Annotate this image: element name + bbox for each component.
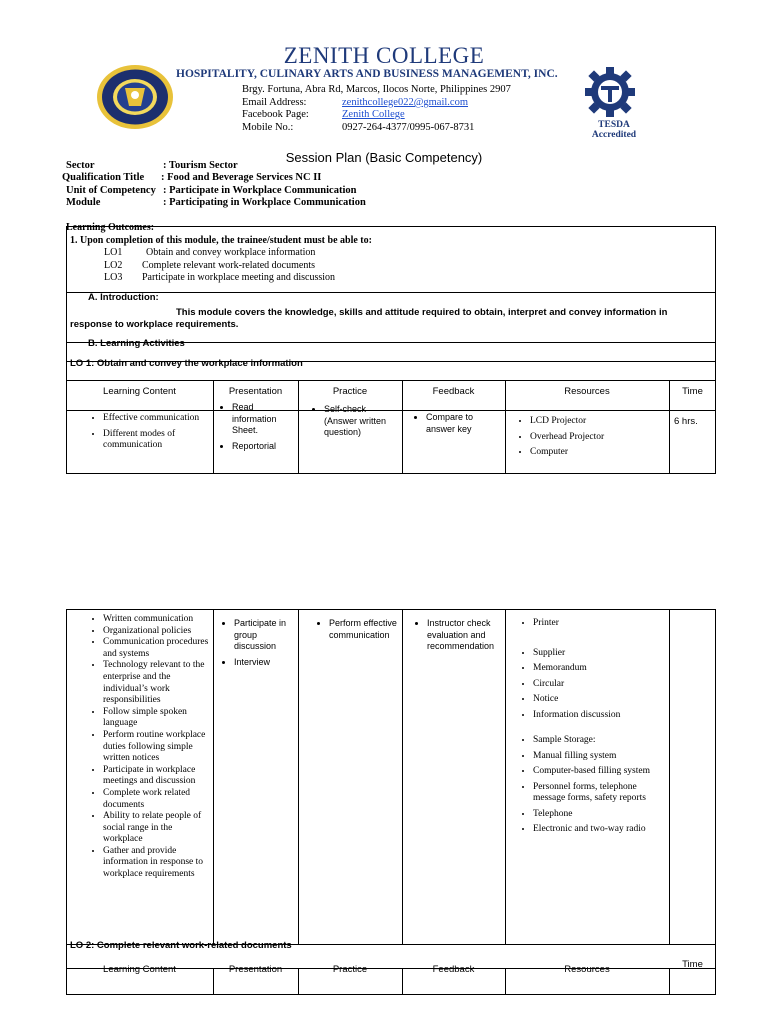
school-full-name: HOSPITALITY, CULINARY ARTS AND BUSINESS MANAGEMENT, INC. — [176, 68, 558, 80]
practice-list — [315, 618, 399, 641]
col-time: Time — [682, 959, 703, 970]
accredited-label: Accredited — [591, 130, 637, 140]
meta-value: : Food and Beverage Services NC II — [161, 172, 322, 183]
email-label: Email Address: — [242, 97, 307, 108]
column-divider — [213, 609, 214, 944]
cell-practice — [310, 404, 390, 443]
cell-presentation — [218, 402, 298, 456]
lo-text: Complete relevant work-related documents — [142, 260, 315, 271]
list-item: • Gather and provide information in response to workplace requirements — [103, 846, 211, 881]
col-learning-content: Learning Content — [103, 964, 176, 975]
list-item: • LCD Projector — [530, 416, 666, 428]
column-divider — [669, 609, 670, 944]
cell-feedback — [412, 412, 494, 439]
lo-item — [104, 272, 335, 284]
meta-qualification — [62, 172, 321, 183]
list-item: • Notice — [533, 694, 669, 706]
col-practice: Practice — [332, 386, 368, 397]
list-item: • Complete work related documents — [103, 788, 211, 811]
list-item: • Follow simple spoken language — [103, 707, 211, 730]
col-practice: Practice — [332, 964, 368, 975]
lo-code: LO2 — [104, 260, 123, 271]
address-line: Brgy. Fortuna, Abra Rd, Marcos, Ilocos Norte, Philippines 2907 — [242, 84, 511, 95]
cell-feedback — [413, 618, 503, 657]
list-item: • Read information Sheet. — [232, 402, 298, 437]
lo-item — [104, 247, 315, 259]
lo-item — [104, 260, 315, 272]
learning-outcomes-intro: 1. Upon completion of this module, the trainee/student must be able to: — [70, 235, 372, 246]
list-item: • Compare to answer key — [426, 412, 494, 435]
cell-practice — [315, 618, 399, 645]
introduction-heading: A. Introduction: — [88, 292, 159, 303]
meta-label: Unit of Competency — [66, 185, 156, 196]
learning-activities-heading: B. Learning Activities — [88, 338, 185, 349]
list-item: • Self-check (Answer written question) — [324, 404, 390, 439]
col-feedback: Feedback — [432, 964, 475, 975]
col-resources: Resources — [564, 964, 610, 975]
facebook-row — [242, 109, 405, 120]
column-divider — [669, 968, 670, 995]
cell-learning-content — [89, 413, 207, 456]
cell-resources — [519, 618, 669, 840]
meta-value: : Tourism Sector — [163, 160, 238, 171]
lo2-heading: LO 2: Complete relevant work-related documents — [70, 940, 292, 951]
meta-module — [66, 197, 366, 208]
list-item: • Reportorial — [232, 441, 298, 453]
list-item: • Communication procedures and systems — [103, 637, 211, 660]
list-item: • Computer — [530, 447, 666, 459]
list-item: • Interview — [234, 657, 298, 669]
list-item: • Written communication — [103, 614, 211, 626]
feedback-list — [413, 618, 503, 653]
lo1-heading: LO 1: Obtain and convey the workplace information — [70, 358, 303, 369]
list-item: • Perform effective communication — [329, 618, 399, 641]
list-item: • Participate in group discussion — [234, 618, 298, 653]
list-item: • Computer-based filling system — [533, 766, 669, 778]
col-presentation: Presentation — [228, 964, 283, 975]
table-divider — [66, 410, 716, 411]
column-divider — [505, 609, 506, 944]
list-item: • Memorandum — [533, 663, 669, 675]
lo-text: Participate in workplace meeting and discussion — [142, 272, 336, 283]
resources-list — [519, 618, 669, 630]
tesda-gear-logo — [584, 66, 636, 118]
resources-list — [516, 416, 666, 459]
facebook-label: Facebook Page: — [242, 109, 309, 120]
meta-sector — [66, 160, 238, 171]
lo-code: LO3 — [104, 272, 123, 283]
meta-value: : Participate in Workplace Communication — [163, 185, 357, 196]
list-item: • Sample Storage: — [533, 735, 669, 747]
resources-list — [519, 648, 669, 722]
session-plan-title: Session Plan (Basic Competency) — [285, 150, 483, 165]
list-item: • Telephone — [533, 809, 669, 821]
meta-label: Qualification Title — [62, 172, 145, 183]
list-item: • Technology relevant to the enterprise and the individual’s work responsibilities — [103, 660, 211, 706]
list-item: • Participate in workplace meetings and discussion — [103, 765, 211, 788]
presentation-list — [218, 402, 298, 452]
meta-label: Module — [66, 197, 101, 208]
list-item: • Supplier — [533, 648, 669, 660]
meta-unit — [66, 185, 356, 196]
presentation-list — [220, 618, 298, 668]
email-row — [242, 97, 468, 108]
email-link[interactable]: zenithcollege022@gmail.com — [342, 97, 469, 108]
table-divider — [66, 380, 716, 381]
list-item: • Organizational policies — [103, 626, 211, 638]
college-seal-logo — [95, 64, 175, 130]
content-list — [89, 614, 211, 881]
content-list — [89, 413, 207, 452]
list-item: • Ability to relate people of social range in the workplace — [103, 811, 211, 846]
list-item: • Electronic and two-way radio — [533, 824, 669, 836]
resources-list — [519, 735, 669, 836]
mobile-number: 0927-264-4377/0995-067-8731 — [342, 122, 475, 133]
lo-code: LO1 — [104, 247, 123, 258]
introduction-text-line-1: This module covers the knowledge, skills and attitude required to obtain, interpret and convey information in — [176, 307, 668, 318]
tesda-label: TESDA — [598, 120, 630, 130]
list-item: • Overhead Projector — [530, 432, 666, 444]
list-item: • Different modes of communication — [103, 429, 207, 452]
cell-time: 6 hrs. — [674, 416, 698, 427]
list-item: • Printer — [533, 618, 669, 630]
lo-text: Obtain and convey workplace information — [146, 247, 316, 258]
list-item: • Circular — [533, 679, 669, 691]
facebook-link[interactable]: Zenith College — [342, 109, 405, 120]
list-item: • Instructor check evaluation and recommendation — [427, 618, 503, 653]
cell-resources — [516, 416, 666, 463]
mobile-row — [242, 122, 474, 133]
college-name: ZENITH COLLEGE — [283, 43, 485, 68]
meta-value: : Participating in Workplace Communication — [163, 197, 366, 208]
cell-learning-content — [89, 614, 211, 881]
list-item: • Effective communication — [103, 413, 207, 425]
feedback-list — [412, 412, 494, 435]
list-item: • Information discussion — [533, 710, 669, 722]
col-resources: Resources — [564, 386, 610, 397]
col-time: Time — [682, 386, 703, 397]
col-feedback: Feedback — [432, 386, 475, 397]
col-presentation: Presentation — [228, 386, 283, 397]
mobile-label: Mobile No.: — [242, 122, 294, 133]
list-item: • Perform routine workplace duties following simple written notices — [103, 730, 211, 765]
introduction-text-line-2: response to workplace requirements. — [70, 319, 239, 330]
practice-list — [310, 404, 390, 439]
cell-presentation — [220, 618, 298, 672]
list-item: • Personnel forms, telephone message forms, safety reports — [533, 782, 669, 805]
column-divider — [298, 609, 299, 944]
col-learning-content: Learning Content — [103, 386, 176, 397]
learning-outcomes-heading: Learning Outcomes: — [66, 222, 155, 233]
list-item: • Manual filling system — [533, 751, 669, 763]
meta-label: Sector — [66, 160, 95, 171]
column-divider — [402, 609, 403, 944]
table-divider — [66, 292, 716, 293]
